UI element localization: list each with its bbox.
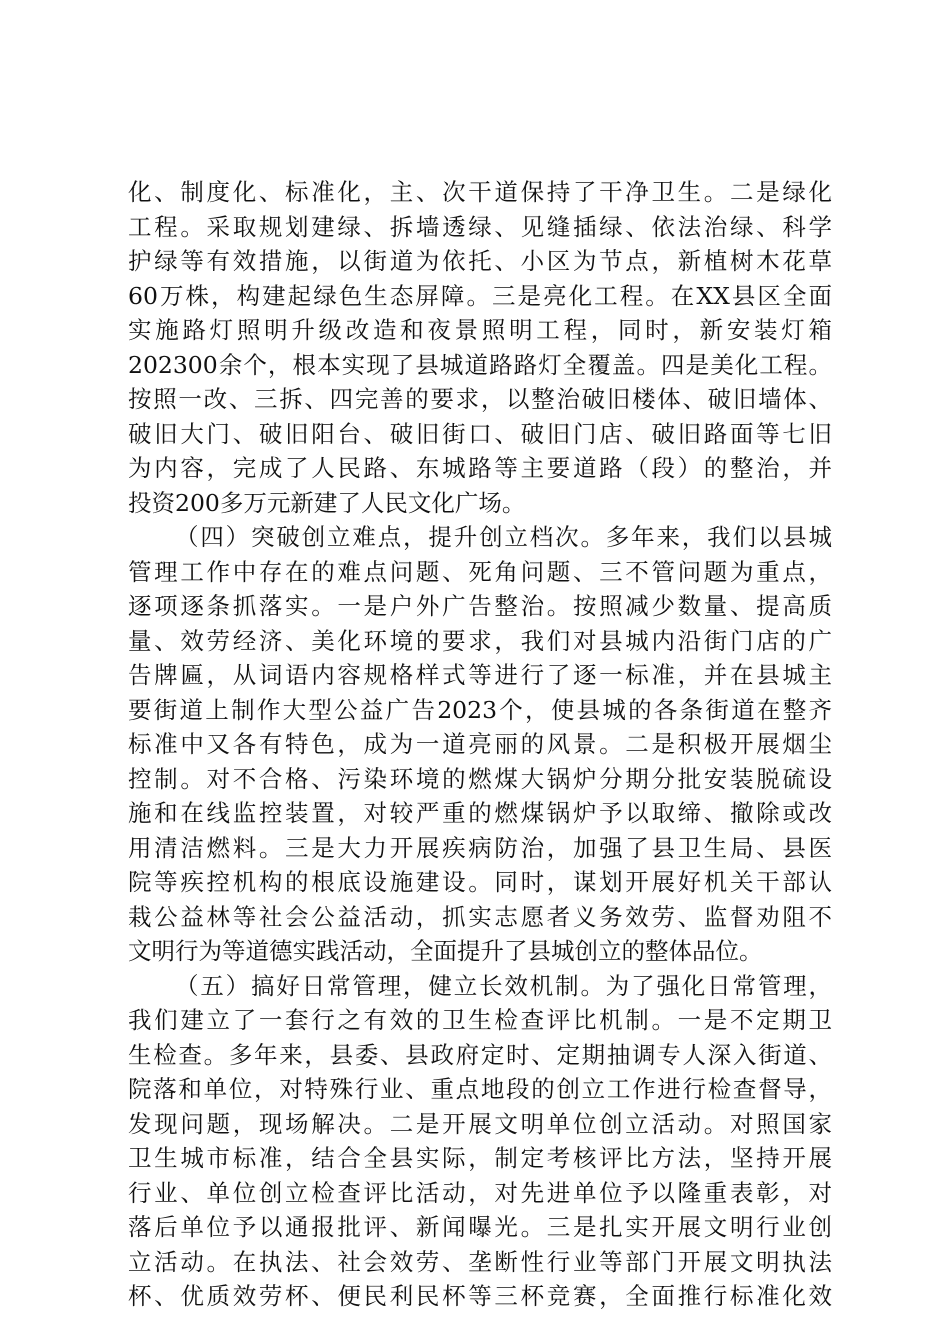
text-line: 按照一改、三拆、四完善的要求，以整治破旧楼体、破旧墙体、 bbox=[128, 385, 832, 413]
paragraph-end-line: 文明行为等道德实践活动，全面提升了县城创立的整体品位。 bbox=[128, 937, 763, 965]
text-line: 发现问题，现场解决。二是开展文明单位创立活动。对照国家 bbox=[128, 1109, 832, 1138]
paragraph-end-line: 投资200多万元新建了人民文化广场。 bbox=[128, 488, 526, 517]
text-line: 院落和单位，对特殊行业、重点地段的创立工作进行检查督导， bbox=[128, 1075, 832, 1103]
text-line: 逐项逐条抓落实。一是户外广告整治。按照减少数量、提高质 bbox=[128, 592, 832, 620]
text-line: 工程。采取规划建绿、拆墙透绿、见缝插绿、依法治绿、科学 bbox=[128, 212, 832, 241]
text-line: 卫生城市标准，结合全县实际，制定考核评比方法，坚持开展 bbox=[128, 1144, 832, 1172]
text-line: 管理工作中存在的难点问题、死角问题、三不管问题为重点， bbox=[128, 557, 832, 586]
text-line: 量、效劳经济、美化环境的要求，我们对县城内沿街门店的广 bbox=[128, 626, 832, 655]
text-line: 实施路灯照明升级改造和夜景照明工程，同时，新安装灯箱 bbox=[128, 316, 832, 344]
text-line: 要街道上制作大型公益广告2023个，使县城的各条街道在整齐 bbox=[128, 695, 832, 724]
text-line: 生检查。多年来，县委、县政府定时、定期抽调专人深入街道、 bbox=[128, 1040, 832, 1069]
paragraph-start-line: （四）突破创立难点，提升创立档次。多年来，我们以县城 bbox=[175, 523, 832, 551]
text-line: 标准中又各有特色，成为一道亮丽的风景。二是积极开展烟尘 bbox=[128, 730, 832, 758]
text-line: 化、制度化、标准化，主、次干道保持了干净卫生。二是绿化 bbox=[128, 178, 832, 206]
text-line: 60万株，构建起绿色生态屏障。三是亮化工程。在XX县区全面 bbox=[128, 281, 832, 310]
text-line: 院等疾控机构的根底设施建设。同时，谋划开展好机关干部认 bbox=[128, 868, 832, 896]
paragraph-start-line: （五）搞好日常管理，健立长效机制。为了强化日常管理， bbox=[175, 971, 832, 1000]
text-line: 落后单位予以通报批评、新闻曝光。三是扎实开展文明行业创 bbox=[128, 1213, 832, 1241]
text-line: 行业、单位创立检查评比活动，对先进单位予以隆重表彰，对 bbox=[128, 1178, 832, 1207]
text-line: 立活动。在执法、社会效劳、垄断性行业等部门开展文明执法 bbox=[128, 1247, 832, 1276]
document-body bbox=[128, 175, 832, 1314]
text-line: 栽公益林等社会公益活动，抓实志愿者义务效劳、监督劝阻不 bbox=[128, 902, 832, 931]
text-line: 告牌匾，从词语内容规格样式等进行了逐一标准，并在县城主 bbox=[128, 661, 832, 689]
text-line: 用清洁燃料。三是大力开展疾病防治，加强了县卫生局、县医 bbox=[128, 833, 832, 862]
text-line: 为内容，完成了人民路、东城路等主要道路（段）的整治，并 bbox=[128, 454, 832, 482]
text-line: 控制。对不合格、污染环境的燃煤大锅炉分期分批安装脱硫设 bbox=[128, 764, 832, 793]
text-line: 202300余个，根本实现了县城道路路灯全覆盖。四是美化工程。 bbox=[128, 350, 832, 379]
text-line: 杯、优质效劳杯、便民利民杯等三杯竞赛，全面推行标准化效 bbox=[128, 1282, 832, 1310]
text-line: 破旧大门、破旧阳台、破旧街口、破旧门店、破旧路面等七旧 bbox=[128, 419, 832, 448]
text-line: 护绿等有效措施，以街道为依托、小区为节点，新植树木花草 bbox=[128, 247, 832, 275]
text-line: 我们建立了一套行之有效的卫生检查评比机制。一是不定期卫 bbox=[128, 1006, 832, 1034]
text-line: 施和在线监控装置，对较严重的燃煤锅炉予以取缔、撤除或改 bbox=[128, 799, 832, 827]
